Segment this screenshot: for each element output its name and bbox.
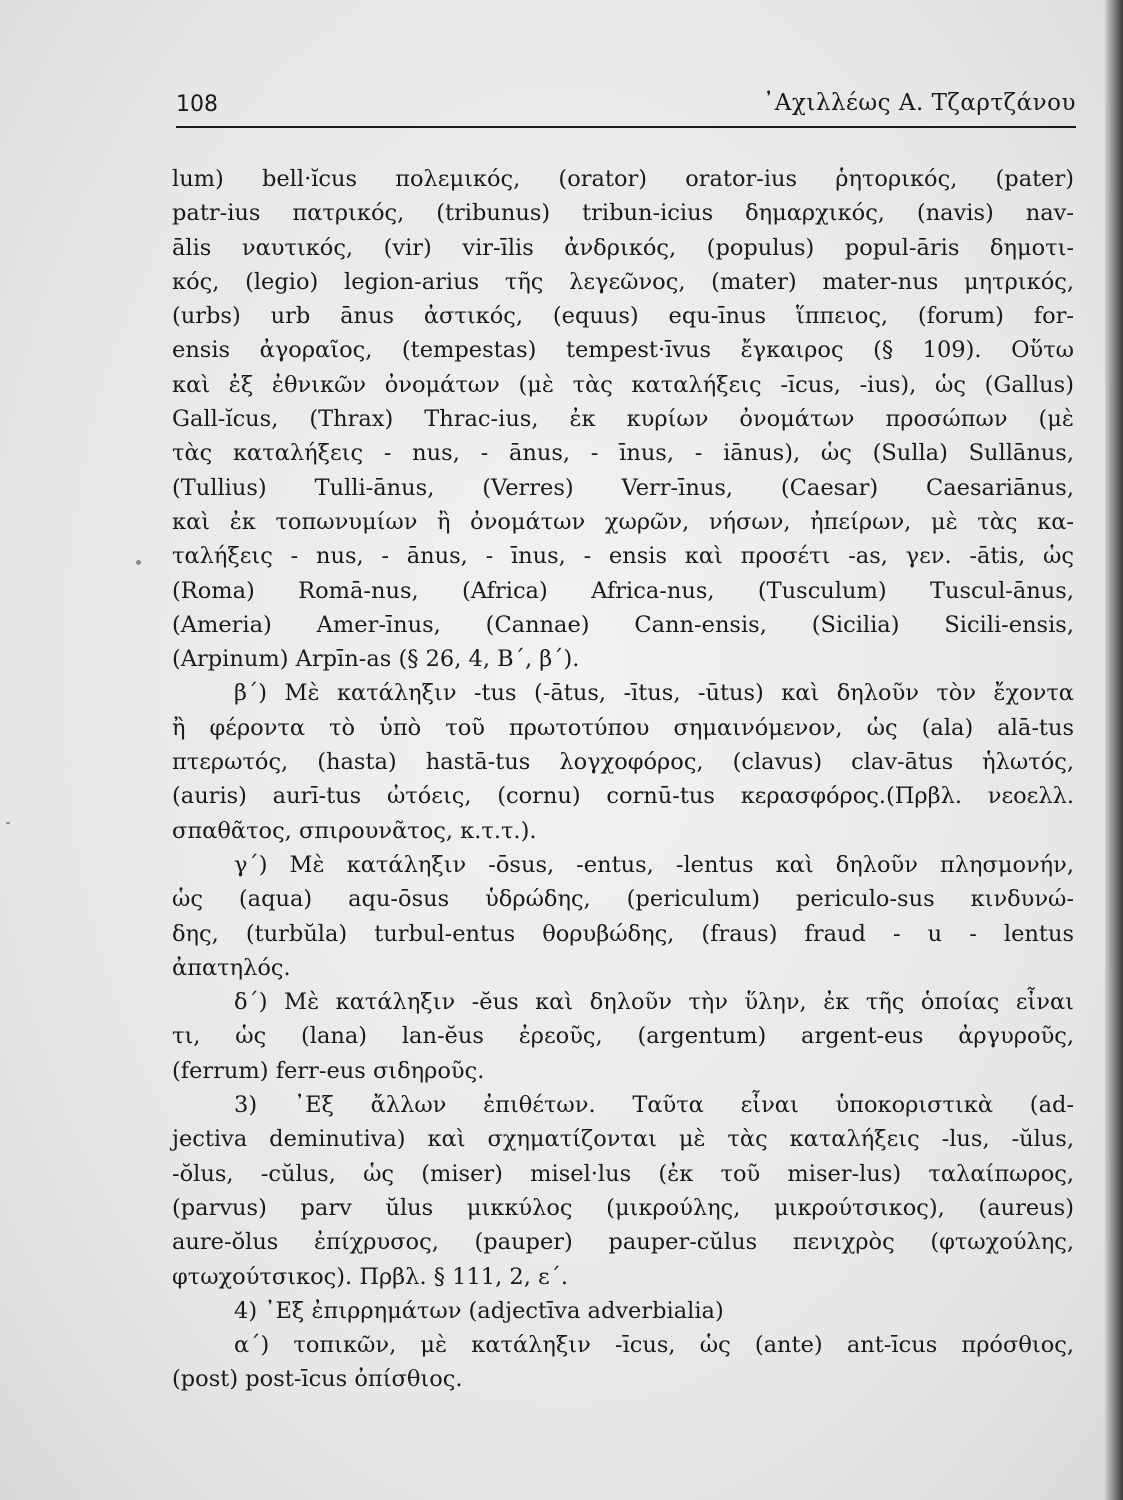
text-line: πτερωτός, (hasta) hastā-tus λογχοφόρος, (clavus) clav-ātus ἡλωτός, bbox=[172, 749, 1074, 776]
text-line: Gall-ĭcus, (Thrax) Thrac-ius, ἐκ κυρίων ὀνομάτων προσώπων (μὲ bbox=[172, 406, 1074, 433]
page-number: 108 bbox=[176, 92, 218, 117]
page-header bbox=[176, 88, 1076, 128]
text-line: ἢ φέροντα τὸ ὑπὸ τοῦ πρωτοτύπου σημαινόμενον, ὡς (ala) alā-tus bbox=[172, 714, 1074, 741]
text-line: jectiva deminutiva) καὶ σχηματίζονται μὲ τὰς καταλήξεις -lus, -ŭlus, bbox=[172, 1126, 1074, 1153]
book-spine-shadow bbox=[1105, 0, 1123, 1500]
text-line: ālis ναυτικός, (vir) vir-īlis ἀνδρικός, (populus) popul-āris δημοτι- bbox=[172, 234, 1074, 261]
text-line: (urbs) urb ānus ἀστικός, (equus) equ-īnus ἵππειος, (forum) for- bbox=[172, 303, 1074, 330]
text-line: ensis ἀγοραῖος, (tempestas) tempest·īvus ἔγκαιρος (§ 109). Οὕτω bbox=[172, 337, 1074, 364]
text-line: δης, (turbŭla) turbul-entus θορυβώδης, (fraus) fraud - u - lentus bbox=[172, 920, 1074, 947]
text-line: σπαθᾶτος, σπιρουνᾶτος, κ.τ.τ.). bbox=[172, 817, 537, 844]
text-line: ταλήξεις - nus, - ānus, - īnus, - ensis καὶ προσέτι -as, γεν. -ātis, ὡς bbox=[172, 543, 1074, 570]
running-head-author: ᾿Αχιλλέως Α. Τζαρτζάνου bbox=[762, 90, 1076, 116]
scan-speck bbox=[6, 822, 10, 824]
text-line: patr-ius πατρικός, (tribunus) tribun-icius δημαρχικός, (navis) nav- bbox=[172, 200, 1074, 227]
text-line: (ferrum) ferr-eus σιδηροῦς. bbox=[172, 1057, 485, 1084]
text-line: α΄) τοπικῶν, μὲ κατάληξιν -īcus, ὡς (ante) ant-īcus πρόσθιος, bbox=[234, 1332, 1074, 1359]
text-line: ἀπατηλός. bbox=[172, 954, 291, 981]
text-line: κός, (legio) legion-arius τῆς λεγεῶνος, (mater) mater-nus μητρικός, bbox=[172, 268, 1074, 295]
text-line: τι, ὡς (lana) lan-ĕus ἐρεοῦς, (argentum) argent-eus ἀργυροῦς, bbox=[172, 1023, 1074, 1050]
header-rule bbox=[176, 126, 1076, 128]
text-line: (Ameria) Amer-īnus, (Cannae) Cann-ensis, (Sicilia) Sicili-ensis, bbox=[172, 611, 1074, 638]
text-line: τὰς καταλήξεις - nus, - ānus, - īnus, - iānus), ὡς (Sulla) Sullānus, bbox=[172, 440, 1074, 467]
text-line: καὶ ἐκ τοπωνυμίων ἢ ὀνομάτων χωρῶν, νήσων, ἠπείρων, μὲ τὰς κα- bbox=[172, 508, 1074, 535]
scan-speck bbox=[136, 560, 141, 565]
text-line: ὡς (aqua) aqu-ōsus ὑδρώδης, (periculum) periculo-sus κινδυνώ- bbox=[172, 886, 1074, 913]
text-line: (Arpinum) Arpīn-as (§ 26, 4, Β΄, β΄). bbox=[172, 646, 580, 673]
text-line: γ΄) Μὲ κατάληξιν -ōsus, -entus, -lentus καὶ δηλοῦν πλησμονήν, bbox=[234, 851, 1074, 878]
text-line: (auris) aurī-tus ὠτόεις, (cornu) cornū-tus κερασφόρος.(Πρβλ. νεοελλ. bbox=[172, 783, 1074, 810]
text-line: (Tullius) Tulli-ānus, (Verres) Verr-īnus, (Caesar) Caesariānus, bbox=[172, 474, 1074, 501]
text-line: aure-ŏlus ἐπίχρυσος, (pauper) pauper-cŭlus πενιχρὸς (φτωχούλης, bbox=[172, 1229, 1074, 1256]
text-line: 4) ᾿Εξ ἐπιρρημάτων (adjectīva adverbialia) bbox=[234, 1297, 724, 1324]
text-line: (post) post-īcus ὀπίσθιος. bbox=[172, 1366, 463, 1393]
text-line: δ΄) Μὲ κατάληξιν -ĕus καὶ δηλοῦν τὴν ὕλην, ἐκ τῆς ὁποίας εἶναι bbox=[234, 989, 1074, 1016]
text-line: β΄) Μὲ κατάληξιν -tus (-ātus, -ītus, -ūtus) καὶ δηλοῦν τὸν ἔχοντα bbox=[234, 680, 1074, 707]
text-line: (parvus) parv ŭlus μικκύλος (μικρούλης, μικρούτσικος), (aureus) bbox=[172, 1194, 1074, 1221]
text-line: 3) ᾿Εξ ἄλλων ἐπιθέτων. Ταῦτα εἶναι ὑποκοριστικὰ (ad- bbox=[234, 1092, 1074, 1119]
text-line: lum) bell·ĭcus πολεμικός, (orator) orator-ius ῥητορικός, (pater) bbox=[172, 166, 1074, 192]
text-line: καὶ ἐξ ἐθνικῶν ὀνομάτων (μὲ τὰς καταλήξεις -īcus, -ius), ὡς (Gallus) bbox=[172, 371, 1074, 398]
body-text bbox=[172, 162, 1074, 1397]
text-line: (Roma) Romā-nus, (Africa) Africa-nus, (Tusculum) Tuscul-ānus, bbox=[172, 577, 1074, 604]
text-line: φτωχούτσικος). Πρβλ. § 111, 2, ε΄. bbox=[172, 1263, 569, 1290]
text-line: -ŏlus, -cŭlus, ὡς (miser) misel·lus (ἐκ τοῦ miser-lus) ταλαίπωρος, bbox=[172, 1160, 1074, 1187]
